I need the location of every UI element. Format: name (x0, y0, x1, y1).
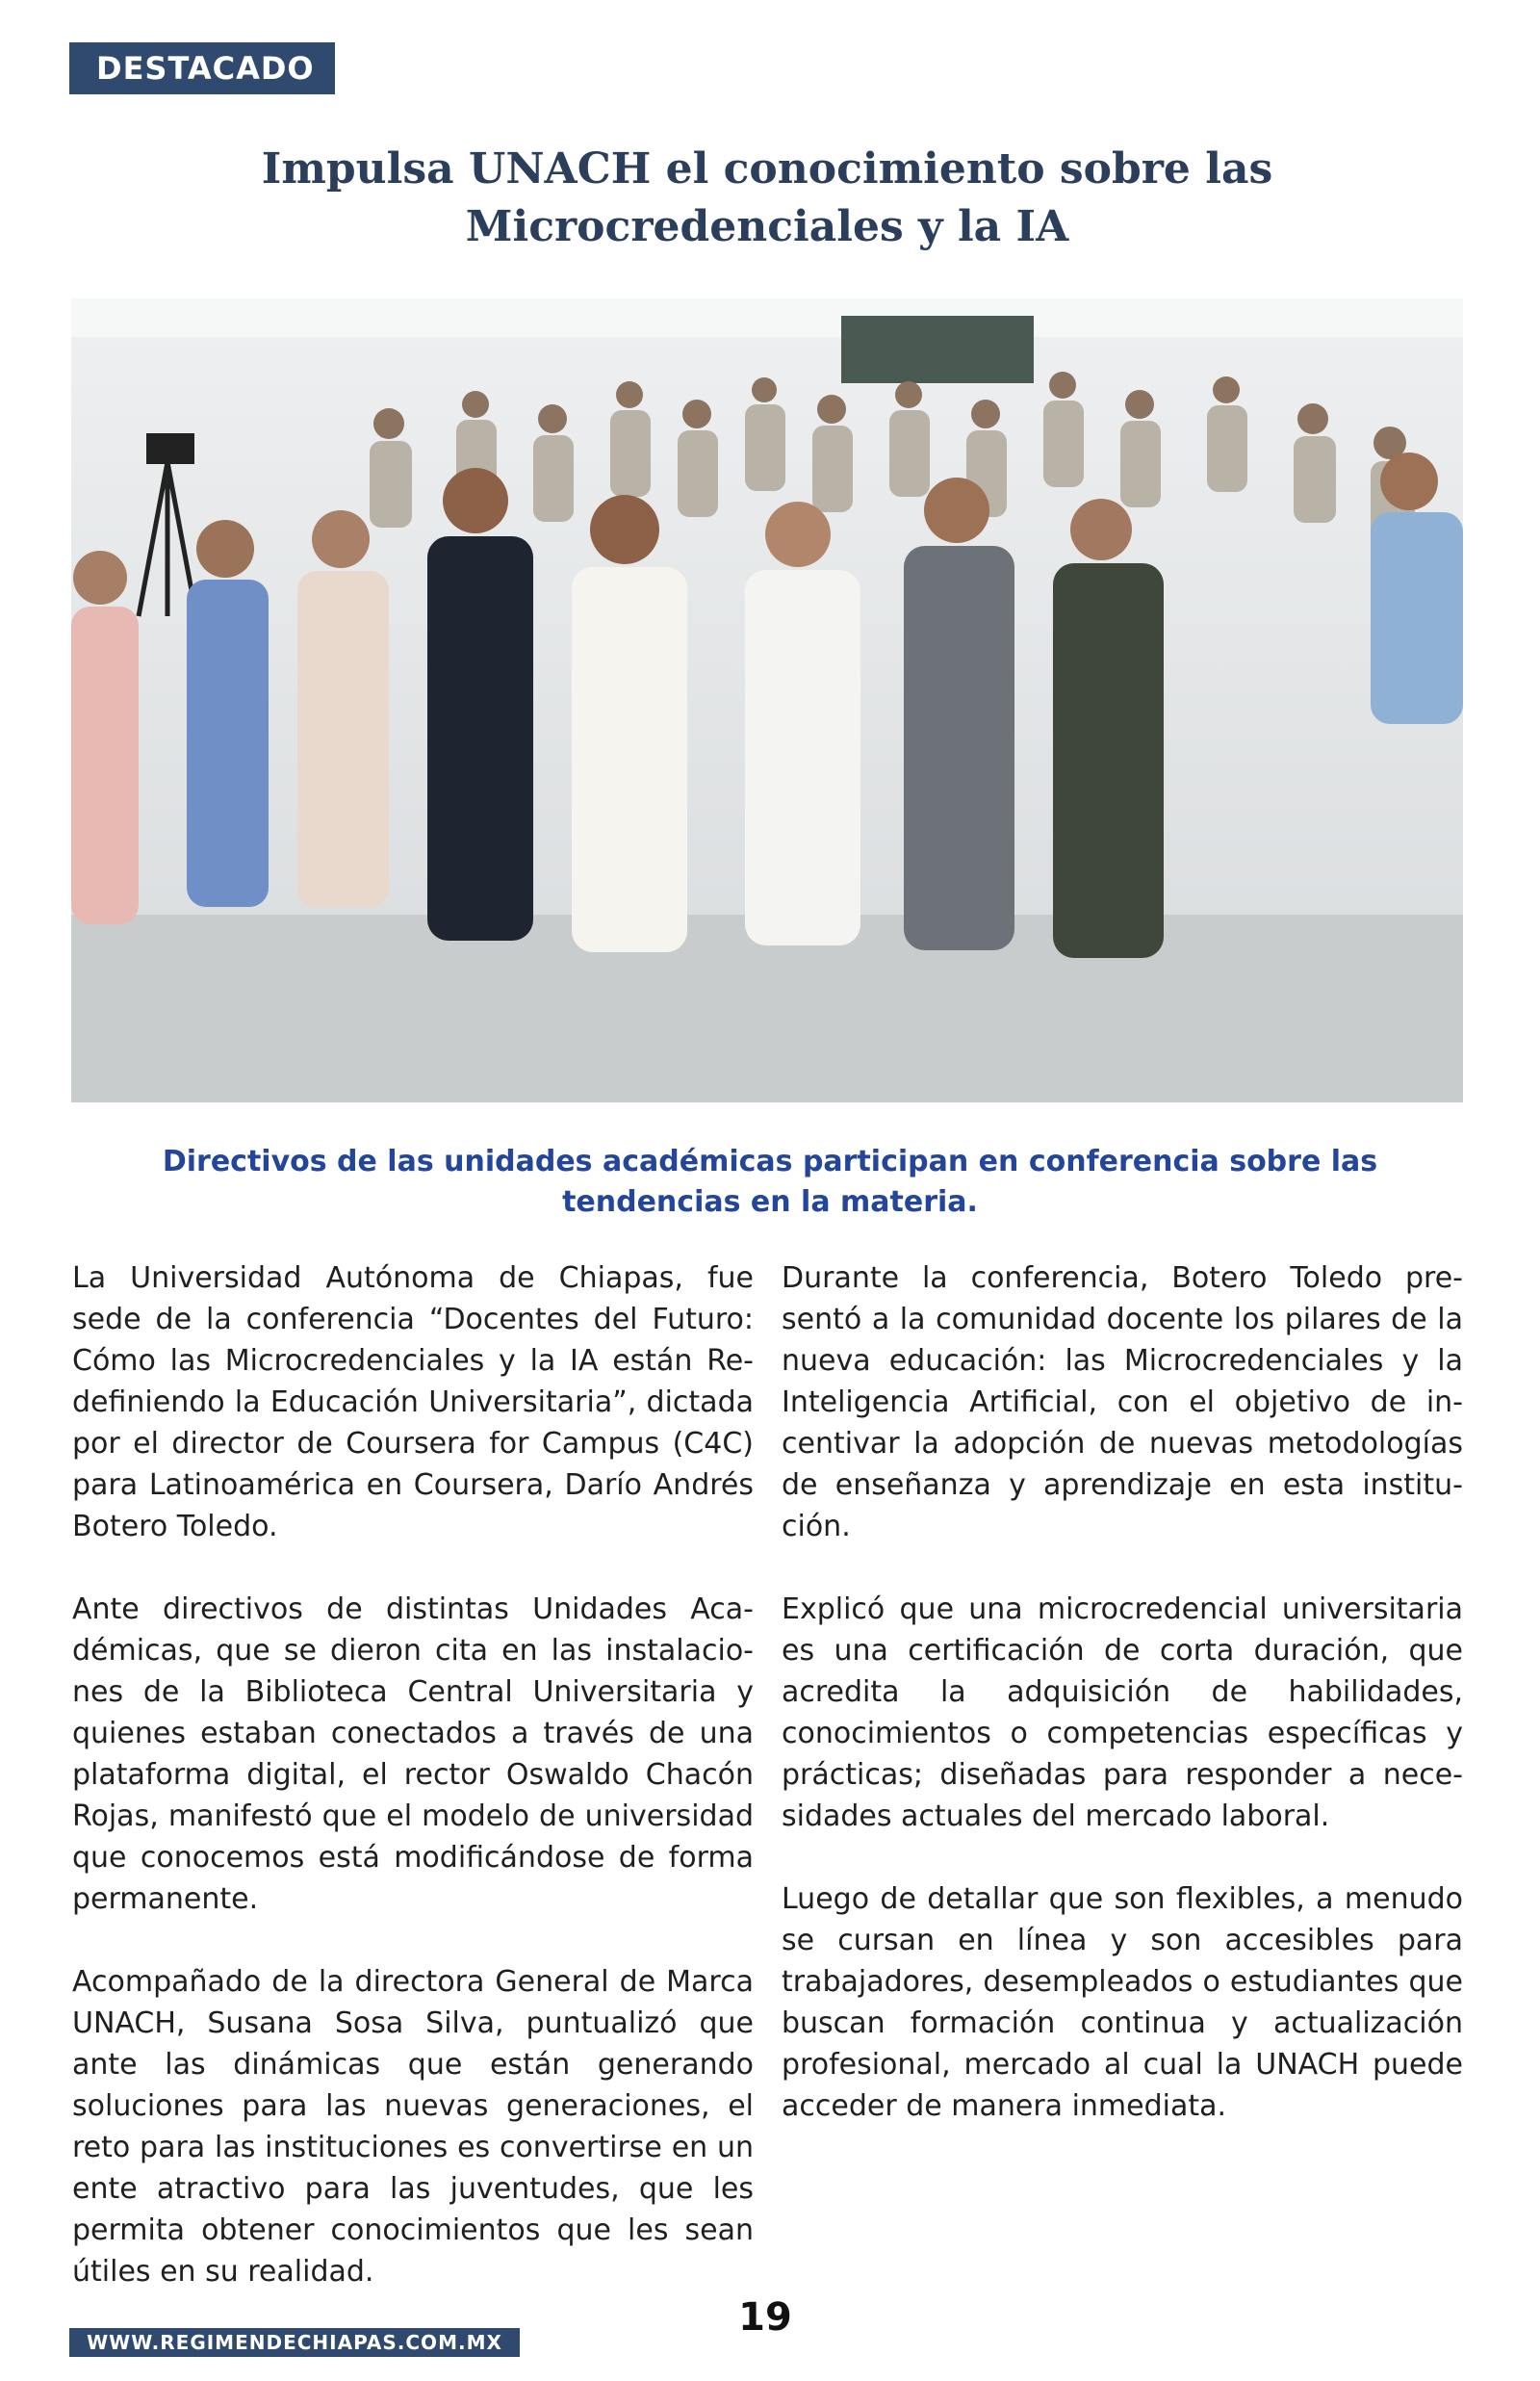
paragraph: Explicó que una microcredencial universitaria es una certificación de corta duración, que acredita la adquisición de habilidades, conocimientos o competencias específicas y prácticas; diseñadas para responder a necesidades actuales del mercado laboral. (782, 1592, 1463, 1833)
group-photo-icon (71, 298, 1463, 1102)
paragraph: Luego de detallar que son flexibles, a menudo se cursan en línea y son accesibles para trabajadores, desempleados o estudiantes que buscan formación continua y actualización profesional, mercado al cual la UNACH puede acceder de manera inmediata. (782, 1882, 1463, 2123)
paragraph: La Universidad Autónoma de Chiapas, fue sede de la conferencia “Docentes del Futuro: Cómo las Microcredenciales y la IA están Redefiniendo la Educación Universitaria”, dictada por el director de Coursera for Campus (C4C) para Latinoamérica en Coursera, Darío Andrés Botero Toledo. (72, 1261, 754, 1543)
group-photo (71, 298, 1463, 1102)
page-number: 19 (738, 2295, 792, 2340)
footer-website-link[interactable]: WWW.REGIMENDECHIAPAS.COM.MX (69, 2328, 520, 2357)
paragraph: Durante la conferencia, Botero Toledo presentó a la comunidad docente los pilares de la nueva educación: las Microcredenciales y la Inteligencia Artificial, con el objetivo de incentivar la adopción de nuevas metodologías de enseñanza y aprendizaje en esta institución. (782, 1261, 1463, 1543)
section-tag: DESTACADO (69, 42, 335, 94)
photo-caption: Directivos de las unidades académicas participan en conferencia sobre las tendencias en la materia. (162, 1145, 1378, 1219)
article-headline: Impulsa UNACH el conocimiento sobre las Microcredenciales y la IA (261, 144, 1273, 251)
paragraph: Ante directivos de distintas Unidades Académicas, que se dieron cita en las instalaciones de la Biblioteca Central Universitaria y quienes estaban conectados a través de una plataforma digital, el rector Oswaldo Chacón Rojas, manifestó que el modelo de universidad que conocemos está modificándose de forma permanente. (72, 1592, 754, 1916)
paragraph: Acompañado de la directora General de Marca UNACH, Susana Sosa Silva, puntualizó que ante las dinámicas que están generando soluciones para las nuevas generaciones, el reto para las instituciones es convertirse en un ente atractivo para las juventudes, que les permita obtener conocimientos que les sean útiles en su realidad. (72, 1965, 754, 2289)
article-right-column (782, 1257, 1463, 2168)
article-left-column (72, 1257, 754, 2334)
